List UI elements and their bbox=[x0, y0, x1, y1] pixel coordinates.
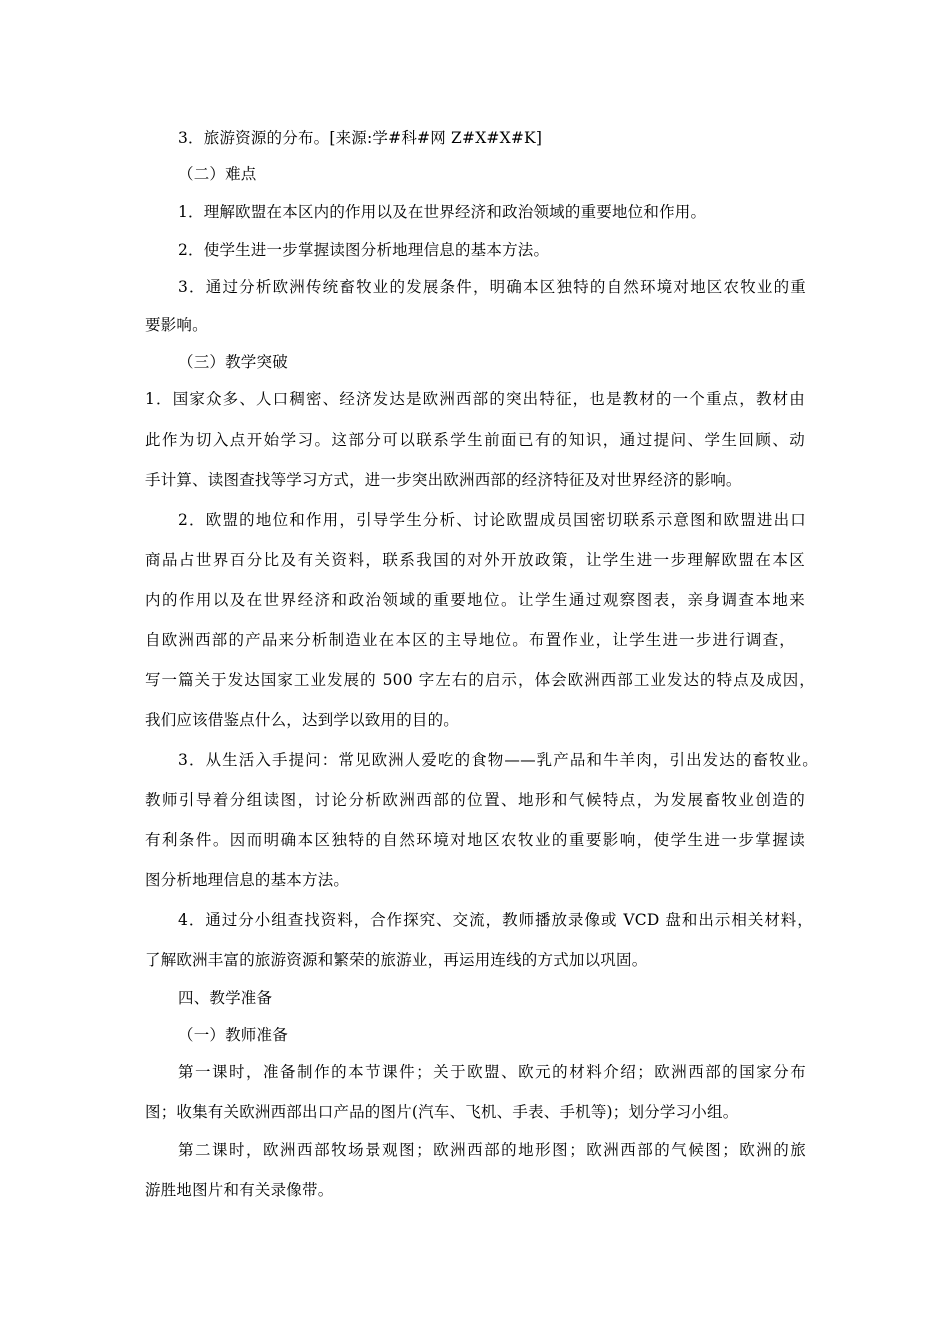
section-heading: （一）教师准备 bbox=[178, 1026, 288, 1044]
text-line: 内的作用以及在世界经济和政治领域的重要地位。让学生通过观察图表，亲身调查本地来 bbox=[145, 591, 805, 609]
text-line: 4．通过分小组查找资料，合作探究、交流，教师播放录像或 VCD 盘和出示相关材料， bbox=[178, 911, 813, 929]
text-line: 3．旅游资源的分布。[来源:学#科#网 Z#X#X#K] bbox=[178, 129, 543, 147]
text-line: 此作为切入点开始学习。这部分可以联系学生前面已有的知识，通过提问、学生回顾、动 bbox=[145, 431, 805, 449]
text-line: 商品占世界百分比及有关资料，联系我国的对外开放政策，让学生进一步理解欧盟在本区 bbox=[145, 551, 805, 569]
text-line: 1．国家众多、人口稠密、经济发达是欧洲西部的突出特征，也是教材的一个重点，教材由 bbox=[145, 390, 805, 408]
text-line: 第一课时，准备制作的本节课件；关于欧盟、欧元的材料介绍；欧洲西部的国家分布 bbox=[178, 1063, 806, 1081]
text-line: 3．从生活入手提问：常见欧洲人爱吃的食物——乳产品和牛羊肉，引出发达的畜牧业。 bbox=[178, 751, 818, 769]
text-line: 2．使学生进一步掌握读图分析地理信息的基本方法。 bbox=[178, 241, 550, 259]
text-line: 我们应该借鉴点什么，达到学以致用的目的。 bbox=[145, 711, 460, 729]
text-line: 图分析地理信息的基本方法。 bbox=[145, 871, 350, 889]
text-line: 第二课时，欧洲西部牧场景观图；欧洲西部的地形图；欧洲西部的气候图；欧洲的旅 bbox=[178, 1141, 806, 1159]
text-line: 游胜地图片和有关录像带。 bbox=[145, 1181, 334, 1199]
text-line: 要影响。 bbox=[145, 316, 208, 334]
text-line: 有利条件。因而明确本区独特的自然环境对地区农牧业的重要影响，使学生进一步掌握读 bbox=[145, 831, 805, 849]
text-line: 自欧洲西部的产品来分析制造业在本区的主导地位。布置作业，让学生进一步进行调查， bbox=[145, 631, 795, 649]
text-line: 写一篇关于发达国家工业发展的 500 字左右的启示，体会欧洲西部工业发达的特点及成因， bbox=[145, 671, 815, 689]
text-line: 3．通过分析欧洲传统畜牧业的发展条件，明确本区独特的自然环境对地区农牧业的重 bbox=[178, 278, 806, 296]
text-line: 2．欧盟的地位和作用，引导学生分析、讨论欧盟成员国密切联系示意图和欧盟进出口 bbox=[178, 511, 806, 529]
section-heading: （三）教学突破 bbox=[178, 353, 288, 371]
text-line: 图；收集有关欧洲西部出口产品的图片(汽车、飞机、手表、手机等)；划分学习小组。 bbox=[145, 1103, 739, 1121]
section-heading: （二）难点 bbox=[178, 165, 257, 183]
text-line: 教师引导着分组读图，讨论分析欧洲西部的位置、地形和气候特点，为发展畜牧业创造的 bbox=[145, 791, 805, 809]
text-line: 了解欧洲丰富的旅游资源和繁荣的旅游业，再运用连线的方式加以巩固。 bbox=[145, 951, 648, 969]
text-line: 手计算、读图查找等学习方式，进一步突出欧洲西部的经济特征及对世界经济的影响。 bbox=[145, 471, 742, 489]
section-heading: 四、教学准备 bbox=[178, 989, 273, 1007]
text-line: 1．理解欧盟在本区内的作用以及在世界经济和政治领域的重要地位和作用。 bbox=[178, 203, 707, 221]
